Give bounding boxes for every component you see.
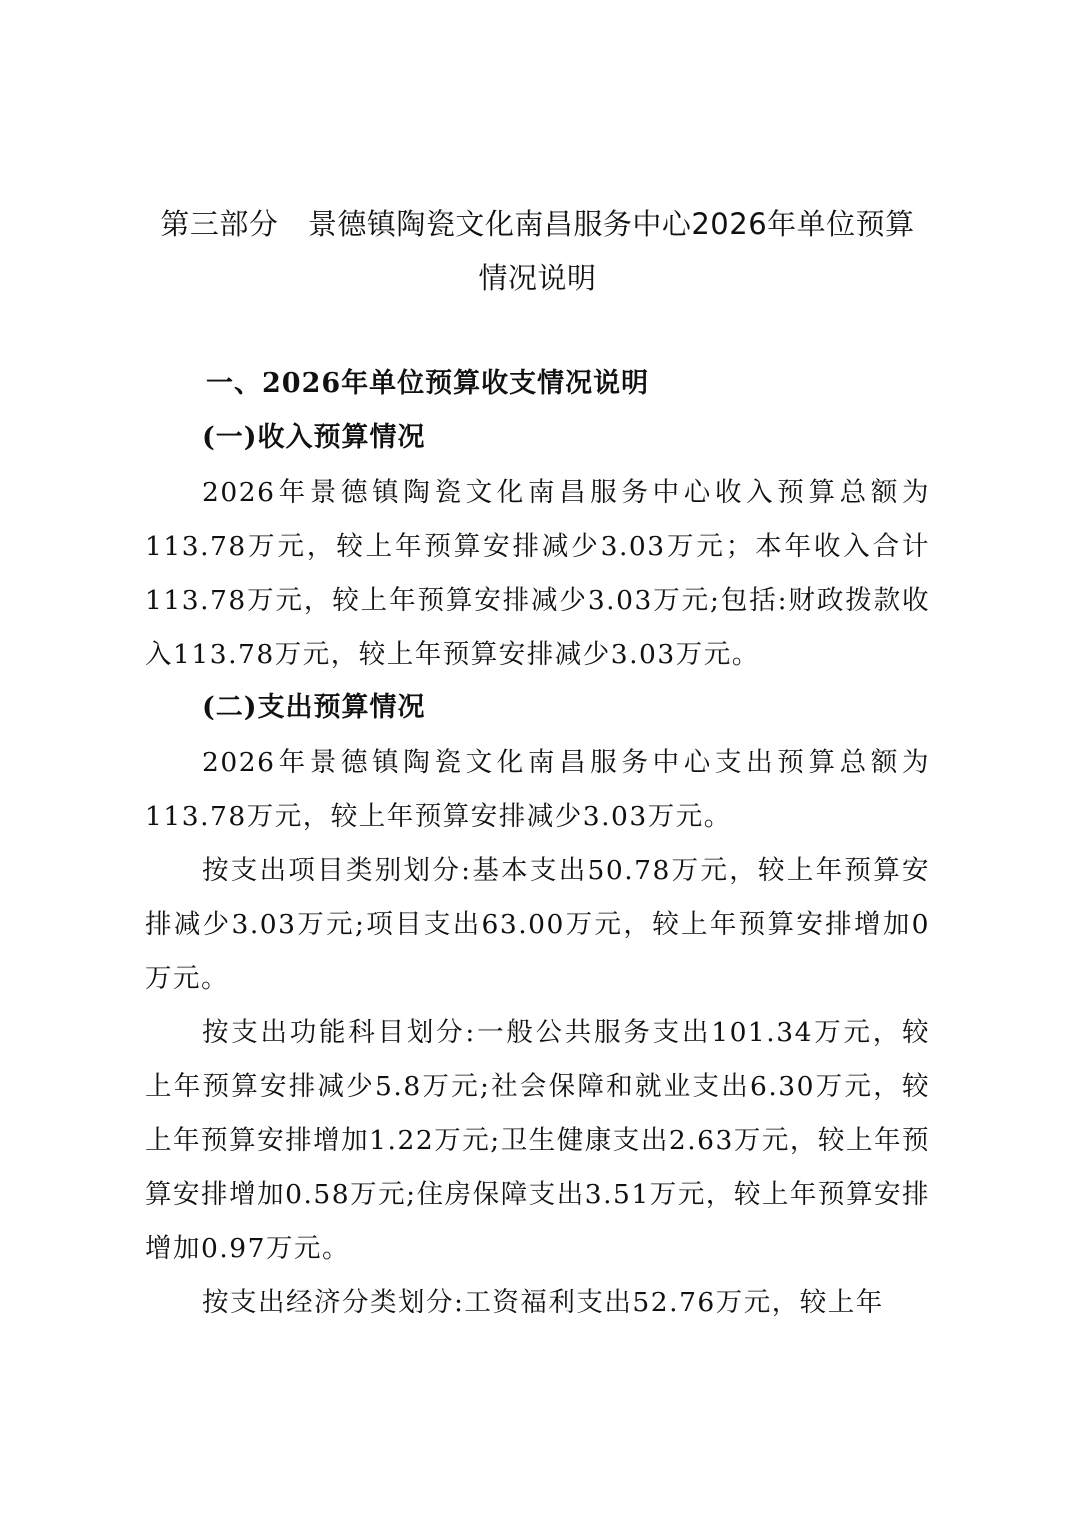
document-title-line2: 情况说明 xyxy=(478,261,597,295)
paragraph-expense-by-project: 按支出项目类别划分:基本支出50.78万元，较上年预算安排减少3.03万元;项目支出63.00万元，较上年预算安排增加0万元。 xyxy=(145,855,930,994)
section-heading-budget-overview: 一、2026年单位预算收支情况说明 xyxy=(206,368,650,399)
paragraph-expense-by-function: 按支出功能科目划分:一般公共服务支出101.34万元，较上年预算安排减少5.8万元;社会保障和就业支出6.30万元，较上年预算安排增加1.22万元;卫生健康支出2.63万元，较上年预算安排增加0.58万元;住房保障支出3.51万元，较上年预算安排增加0.97万元。 xyxy=(145,1017,930,1264)
subheading-income: (一)收入预算情况 xyxy=(202,422,426,453)
subheading-expense: (二)支出预算情况 xyxy=(202,692,426,723)
paragraph-income: 2026年景德镇陶瓷文化南昌服务中心收入预算总额为113.78万元，较上年预算安排减少3.03万元；本年收入合计113.78万元，较上年预算安排减少3.03万元;包括:财政拨款收入113.78万元，较上年预算安排减少3.03万元。 xyxy=(145,477,930,670)
document-title-line1: 第三部分 景德镇陶瓷文化南昌服务中心2026年单位预算 xyxy=(160,207,915,241)
paragraph-expense-total: 2026年景德镇陶瓷文化南昌服务中心支出预算总额为113.78万元，较上年预算安排减少3.03万元。 xyxy=(145,747,930,832)
paragraph-expense-by-economic: 按支出经济分类划分:工资福利支出52.76万元，较上年 xyxy=(202,1287,884,1318)
